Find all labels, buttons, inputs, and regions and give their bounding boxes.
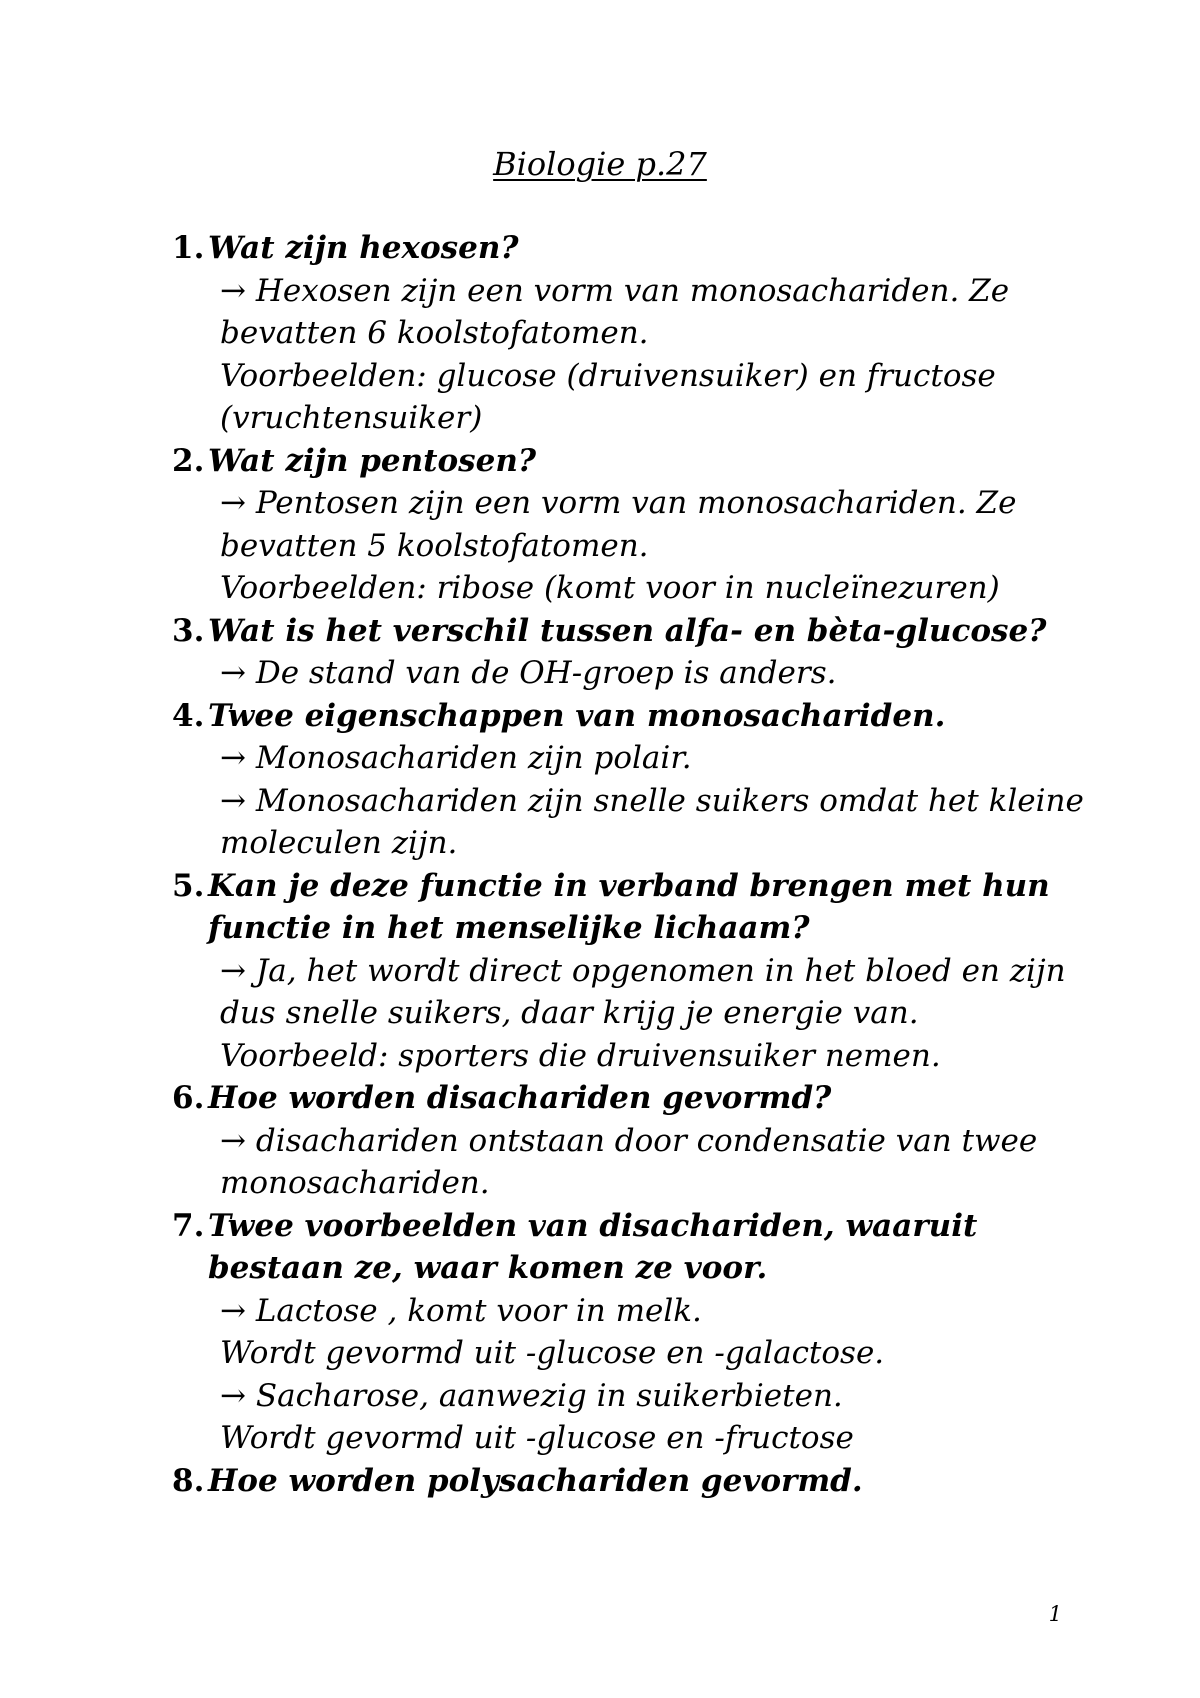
answer-content xyxy=(220,1417,854,1460)
answer-line xyxy=(0,1035,1200,1078)
question-text: bestaan ze, waar komen ze voor. xyxy=(208,1250,768,1286)
question-line xyxy=(0,865,1200,908)
answer-line xyxy=(0,822,1200,865)
answer-content xyxy=(220,1375,843,1418)
question-line xyxy=(0,440,1200,483)
question-number: 1. xyxy=(172,230,205,266)
answer-text: Wordt gevormd uit -glucose en -fructose xyxy=(220,1420,854,1456)
arrow-right-icon: → xyxy=(220,1377,246,1414)
answer-content xyxy=(220,992,919,1035)
arrow-right-icon: → xyxy=(220,782,246,819)
question-text: Hoe worden disachariden gevormd? xyxy=(208,1080,832,1116)
answer-content xyxy=(220,822,457,865)
answer-line xyxy=(0,1120,1200,1163)
answer-text: Monosachariden zijn polair. xyxy=(255,740,692,776)
page-title: Biologie p.27 xyxy=(493,145,707,183)
answer-line xyxy=(0,1332,1200,1375)
question-continuation-line xyxy=(0,907,1200,950)
question-answer-list xyxy=(0,227,1200,1502)
answer-line xyxy=(0,1290,1200,1333)
question-text: Twee eigenschappen van monosachariden. xyxy=(208,697,946,734)
answer-line xyxy=(0,312,1200,355)
answer-content xyxy=(220,1120,1037,1163)
answer-content xyxy=(220,525,649,568)
answer-content xyxy=(220,1290,702,1333)
question-number: 7. xyxy=(172,1207,205,1244)
question-text: Kan je deze functie in verband brengen met hun xyxy=(208,867,1050,904)
question-number: 8. xyxy=(172,1462,205,1499)
answer-line xyxy=(0,270,1200,313)
question-text: Wat zijn hexosen? xyxy=(208,230,519,266)
answer-line xyxy=(0,1417,1200,1460)
answer-text: (vruchtensuiker) xyxy=(220,400,483,436)
arrow-right-icon: → xyxy=(220,655,246,691)
question-line xyxy=(0,227,1200,270)
answer-content xyxy=(220,270,1009,313)
question-number: 5. xyxy=(172,867,205,904)
answer-content xyxy=(220,567,1000,610)
answer-content xyxy=(220,482,1016,525)
question-line xyxy=(0,610,1200,653)
answer-text: De stand van de OH-groep is anders. xyxy=(255,655,837,691)
answer-content xyxy=(220,1162,490,1205)
answer-content xyxy=(220,737,692,780)
answer-text: Voorbeeld: sporters die druivensuiker nemen. xyxy=(220,1037,941,1074)
answer-line xyxy=(0,567,1200,610)
question-text: Hoe worden polysachariden gevormd. xyxy=(208,1462,863,1499)
answer-text: Sacharose, aanwezig in suikerbieten. xyxy=(255,1377,843,1414)
answer-text: disachariden ontstaan door condensatie van twee xyxy=(255,1122,1038,1159)
answer-content xyxy=(220,1035,941,1078)
question-number: 3. xyxy=(172,612,205,649)
answer-line xyxy=(0,1162,1200,1205)
answer-content xyxy=(220,1332,884,1375)
answer-line xyxy=(0,482,1200,525)
question-line xyxy=(0,1077,1200,1120)
answer-text: Lactose , komt voor in melk. xyxy=(255,1292,702,1329)
answer-text: Pentosen zijn een vorm van monosachariden. Ze xyxy=(255,485,1017,521)
answer-text: monosachariden. xyxy=(220,1165,490,1201)
answer-line xyxy=(0,780,1200,823)
page-number: 1 xyxy=(1048,1602,1062,1626)
answer-line xyxy=(0,525,1200,568)
question-continuation-line xyxy=(0,1247,1200,1290)
answer-content xyxy=(220,950,1066,993)
arrow-right-icon: → xyxy=(220,740,246,776)
question-text: Wat zijn pentosen? xyxy=(208,442,537,479)
question-line xyxy=(0,1460,1200,1503)
answer-content xyxy=(220,312,649,355)
answer-line xyxy=(0,737,1200,780)
question-text: functie in het menselijke lichaam? xyxy=(208,910,810,946)
question-number: 2. xyxy=(172,442,205,479)
answer-text: dus snelle suikers, daar krijg je energie van. xyxy=(220,995,919,1031)
answer-content xyxy=(220,355,996,398)
answer-line xyxy=(0,652,1200,695)
question-number: 4. xyxy=(172,697,205,734)
answer-text: bevatten 5 koolstofatomen. xyxy=(220,527,649,564)
answer-text: bevatten 6 koolstofatomen. xyxy=(220,315,649,351)
answer-line xyxy=(0,397,1200,440)
arrow-right-icon: → xyxy=(220,952,246,989)
answer-line xyxy=(0,950,1200,993)
answer-content xyxy=(220,652,836,695)
answer-text: Monosachariden zijn snelle suikers omdat het kleine xyxy=(255,782,1084,819)
answer-line xyxy=(0,1375,1200,1418)
answer-text: moleculen zijn. xyxy=(220,825,458,861)
arrow-right-icon: → xyxy=(220,272,246,309)
answer-content xyxy=(220,397,482,440)
arrow-right-icon: → xyxy=(220,1292,246,1329)
answer-text: Voorbeelden: glucose (druivensuiker) en fructose xyxy=(220,357,996,394)
answer-line xyxy=(0,992,1200,1035)
answer-line xyxy=(0,355,1200,398)
question-text: Twee voorbeelden van disachariden, waaruit xyxy=(208,1207,978,1244)
question-text: Wat is het verschil tussen alfa- en bèta-glucose? xyxy=(208,612,1047,649)
answer-text: Voorbeelden: ribose (komt voor in nucleïnezuren) xyxy=(220,570,1000,606)
question-number: 6. xyxy=(172,1080,205,1116)
question-line xyxy=(0,695,1200,738)
arrow-right-icon: → xyxy=(220,1122,246,1159)
answer-content xyxy=(220,780,1084,823)
answer-text: Hexosen zijn een vorm van monosachariden. Ze xyxy=(255,272,1010,309)
arrow-right-icon: → xyxy=(220,485,246,521)
question-line xyxy=(0,1205,1200,1248)
answer-text: Wordt gevormd uit -glucose en -galactose. xyxy=(220,1335,885,1371)
answer-text: Ja, het wordt direct opgenomen in het bloed en zijn xyxy=(255,952,1066,989)
